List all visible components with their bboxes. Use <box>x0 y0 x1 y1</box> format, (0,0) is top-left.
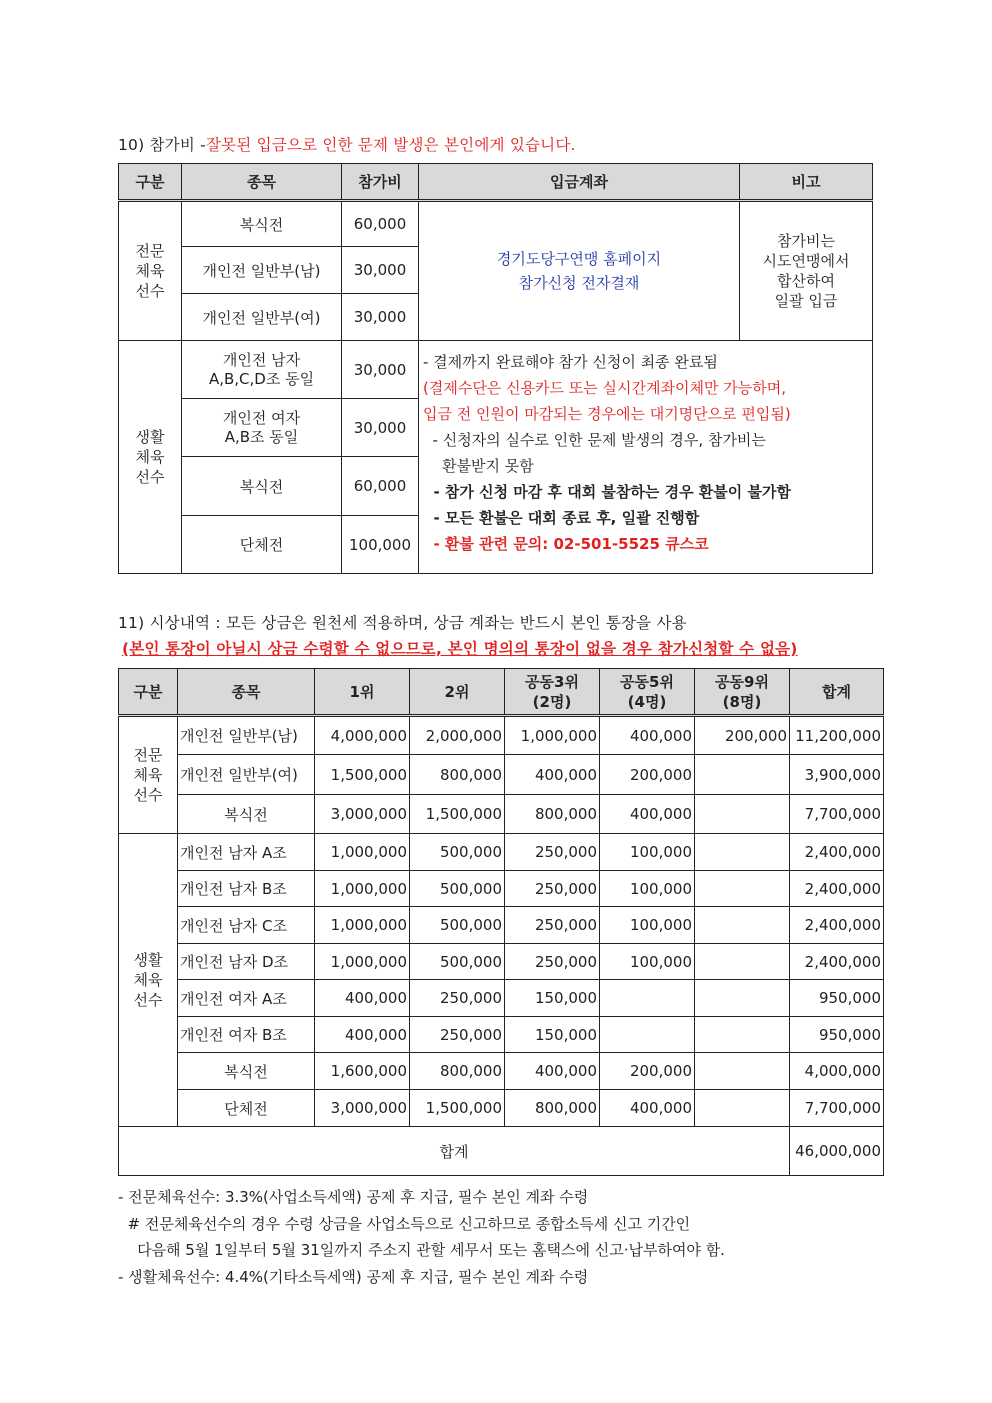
prize-amount: 2,400,000 <box>790 834 884 871</box>
fee-amount: 30,000 <box>342 341 419 399</box>
tax-note-line: 다음해 5월 1일부터 5월 31일까지 주소지 관할 세무서 또는 홈택스에 신고·납부하여야 함. <box>118 1241 725 1259</box>
prize-amount: 1,000,000 <box>315 907 410 944</box>
note-line: - 결제까지 완료해야 참가 신청이 최종 완료됨 <box>423 353 718 371</box>
prize-header-category: 구분 <box>119 669 178 716</box>
prize-amount: 400,000 <box>315 1017 410 1053</box>
fee-section-number-title: 10) 참가비 - <box>118 136 206 154</box>
fee-header-category: 구분 <box>119 164 182 201</box>
fee-event: 개인전 남자 A,B,C,D조 동일 <box>182 341 342 399</box>
fee-header-event: 종목 <box>182 164 342 201</box>
prize-amount: 500,000 <box>410 834 505 871</box>
prize-table <box>118 668 884 1176</box>
prize-event: 단체전 <box>178 1090 315 1127</box>
prize-event: 개인전 남자 C조 <box>178 907 315 944</box>
prize-amount <box>695 980 790 1017</box>
prize-header-1st: 1위 <box>315 669 410 716</box>
prize-amount: 1,500,000 <box>410 1090 505 1127</box>
note-line: 입금 전 인원이 마감되는 경우에는 대기명단으로 편입됨) <box>423 405 791 423</box>
table-row <box>119 907 884 944</box>
prize-amount: 2,400,000 <box>790 871 884 907</box>
prize-total-row <box>119 1127 884 1176</box>
fee-event: 복식전 <box>182 457 342 516</box>
prize-amount <box>600 980 695 1017</box>
note-line: - 모든 환불은 대회 종료 후, 일괄 진행함 <box>423 509 700 527</box>
fee-amount: 30,000 <box>342 399 419 457</box>
prize-amount: 200,000 <box>600 755 695 795</box>
prize-amount: 400,000 <box>600 1090 695 1127</box>
prize-amount <box>695 944 790 980</box>
table-row <box>119 795 884 834</box>
prize-total-value: 46,000,000 <box>790 1127 884 1176</box>
prize-amount: 800,000 <box>410 755 505 795</box>
table-row <box>119 201 873 247</box>
prize-amount: 250,000 <box>505 944 600 980</box>
prize-elite-category: 전문 체육 선수 <box>119 716 178 834</box>
fee-table <box>118 163 873 574</box>
prize-amount: 7,700,000 <box>790 1090 884 1127</box>
fee-section-title <box>118 133 576 155</box>
prize-amount: 200,000 <box>695 716 790 755</box>
fee-event: 개인전 일반부(여) <box>182 294 342 341</box>
prize-header-9th: 공동9위 (8명) <box>695 669 790 716</box>
prize-amount: 500,000 <box>410 871 505 907</box>
prize-amount: 250,000 <box>505 871 600 907</box>
prize-amount: 1,000,000 <box>315 871 410 907</box>
prize-amount: 150,000 <box>505 1017 600 1053</box>
prize-amount <box>695 834 790 871</box>
prize-amount: 1,600,000 <box>315 1053 410 1090</box>
prize-amount: 1,000,000 <box>505 716 600 755</box>
table-row <box>119 1017 884 1053</box>
prize-header-3rd: 공동3위 (2명) <box>505 669 600 716</box>
prize-amount: 2,400,000 <box>790 907 884 944</box>
prize-event: 개인전 여자 B조 <box>178 1017 315 1053</box>
fee-header-fee: 참가비 <box>342 164 419 201</box>
prize-section-title: 11) 시상내역 : 모든 상금은 원천세 적용하며, 상금 계좌는 반드시 본인 통장을 사용 <box>118 614 687 632</box>
prize-header-total: 합계 <box>790 669 884 716</box>
account-line-1: 경기도당구연맹 홈페이지 <box>496 250 662 268</box>
fee-notes <box>419 341 873 574</box>
table-row <box>119 716 884 755</box>
fee-header-remark: 비고 <box>740 164 873 201</box>
prize-amount: 2,000,000 <box>410 716 505 755</box>
prize-amount: 11,200,000 <box>790 716 884 755</box>
tax-note-line: - 생활체육선수: 4.4%(기타소득세액) 공제 후 지급, 필수 본인 계좌 수령 <box>118 1267 589 1286</box>
table-row <box>119 1053 884 1090</box>
table-row <box>119 871 884 907</box>
prize-amount: 500,000 <box>410 944 505 980</box>
table-row <box>119 1090 884 1127</box>
prize-amount: 800,000 <box>410 1053 505 1090</box>
prize-amount <box>695 907 790 944</box>
prize-amount: 1,000,000 <box>315 944 410 980</box>
prize-amount: 800,000 <box>505 795 600 834</box>
prize-amount: 100,000 <box>600 834 695 871</box>
prize-header-5th: 공동5위 (4명) <box>600 669 695 716</box>
table-row <box>119 944 884 980</box>
tax-note-line: # 전문체육선수의 경우 수령 상금을 사업소득으로 신고하므로 종합소득세 신고 기간인 <box>118 1214 691 1233</box>
prize-amount: 400,000 <box>600 716 695 755</box>
account-line-2: 참가신청 전자결재 <box>518 274 640 292</box>
prize-amount: 400,000 <box>315 980 410 1017</box>
prize-event: 개인전 일반부(남) <box>178 716 315 755</box>
prize-event: 개인전 여자 A조 <box>178 980 315 1017</box>
prize-amount <box>600 1017 695 1053</box>
fee-section-warning: 잘못된 입금으로 인한 문제 발생은 본인에게 있습니다. <box>205 136 576 154</box>
fee-amateur-category: 생활 체육 선수 <box>119 341 182 574</box>
prize-event: 개인전 남자 B조 <box>178 871 315 907</box>
prize-amount <box>695 1053 790 1090</box>
prize-header-2nd: 2위 <box>410 669 505 716</box>
note-line: - 참가 신청 마감 후 대회 불참하는 경우 환불이 불가함 <box>423 483 791 501</box>
prize-amount: 2,400,000 <box>790 944 884 980</box>
fee-event: 복식전 <box>182 201 342 247</box>
fee-header-account: 입금계좌 <box>419 164 740 201</box>
prize-amount: 150,000 <box>505 980 600 1017</box>
fee-event: 단체전 <box>182 516 342 574</box>
prize-amount: 3,000,000 <box>315 795 410 834</box>
prize-amount: 250,000 <box>505 834 600 871</box>
fee-account <box>419 201 740 341</box>
prize-amount: 100,000 <box>600 907 695 944</box>
prize-event: 복식전 <box>178 1053 315 1090</box>
fee-event: 개인전 일반부(남) <box>182 247 342 294</box>
prize-amount: 200,000 <box>600 1053 695 1090</box>
table-row <box>119 834 884 871</box>
prize-header-event: 종목 <box>178 669 315 716</box>
tax-notes <box>118 1184 725 1290</box>
prize-event: 개인전 일반부(여) <box>178 755 315 795</box>
prize-amount: 400,000 <box>505 755 600 795</box>
prize-amount: 250,000 <box>505 907 600 944</box>
prize-amount: 4,000,000 <box>315 716 410 755</box>
prize-amount: 400,000 <box>600 795 695 834</box>
prize-amount: 100,000 <box>600 871 695 907</box>
prize-amount: 3,000,000 <box>315 1090 410 1127</box>
prize-amount: 1,000,000 <box>315 834 410 871</box>
prize-amount: 950,000 <box>790 1017 884 1053</box>
fee-amount: 30,000 <box>342 247 419 294</box>
prize-event: 개인전 남자 D조 <box>178 944 315 980</box>
prize-amount <box>695 755 790 795</box>
prize-amount <box>695 1017 790 1053</box>
prize-amount: 4,000,000 <box>790 1053 884 1090</box>
prize-total-label: 합계 <box>119 1127 790 1176</box>
prize-amount: 7,700,000 <box>790 795 884 834</box>
table-row <box>119 980 884 1017</box>
fee-amount: 60,000 <box>342 201 419 247</box>
prize-event: 복식전 <box>178 795 315 834</box>
note-line: - 신청자의 실수로 인한 문제 발생의 경우, 참가비는 <box>423 431 766 449</box>
prize-amount: 1,500,000 <box>410 795 505 834</box>
prize-amount: 100,000 <box>600 944 695 980</box>
table-row <box>119 755 884 795</box>
prize-amateur-category: 생활 체육 선수 <box>119 834 178 1127</box>
prize-amount: 800,000 <box>505 1090 600 1127</box>
prize-amount <box>695 1090 790 1127</box>
tax-note-line: - 전문체육선수: 3.3%(사업소득세액) 공제 후 지급, 필수 본인 계좌 수령 <box>118 1188 589 1206</box>
table-row <box>119 341 873 399</box>
fee-amount: 100,000 <box>342 516 419 574</box>
prize-amount: 400,000 <box>505 1053 600 1090</box>
prize-amount: 950,000 <box>790 980 884 1017</box>
prize-amount <box>695 795 790 834</box>
prize-section-warning: (본인 통장이 아닐시 상금 수령할 수 없으므로, 본인 명의의 통장이 없을 경우 참가신청할 수 없음) <box>122 640 798 658</box>
note-line: 환불받지 못함 <box>423 457 534 475</box>
prize-amount: 500,000 <box>410 907 505 944</box>
fee-elite-category: 전문 체육 선수 <box>119 201 182 341</box>
fee-remark: 참가비는 시도연맹에서 합산하여 일괄 입금 <box>740 201 873 341</box>
fee-amount: 60,000 <box>342 457 419 516</box>
note-line: (결제수단은 신용카드 또는 실시간계좌이체만 가능하며, <box>423 379 786 397</box>
fee-event: 개인전 여자 A,B조 동일 <box>182 399 342 457</box>
prize-amount: 3,900,000 <box>790 755 884 795</box>
refund-inquiry-note: - 환불 관련 문의: 02-501-5525 큐스코 <box>423 535 709 553</box>
prize-amount <box>695 871 790 907</box>
prize-event: 개인전 남자 A조 <box>178 834 315 871</box>
prize-amount: 250,000 <box>410 980 505 1017</box>
prize-amount: 1,500,000 <box>315 755 410 795</box>
fee-amount: 30,000 <box>342 294 419 341</box>
prize-amount: 250,000 <box>410 1017 505 1053</box>
